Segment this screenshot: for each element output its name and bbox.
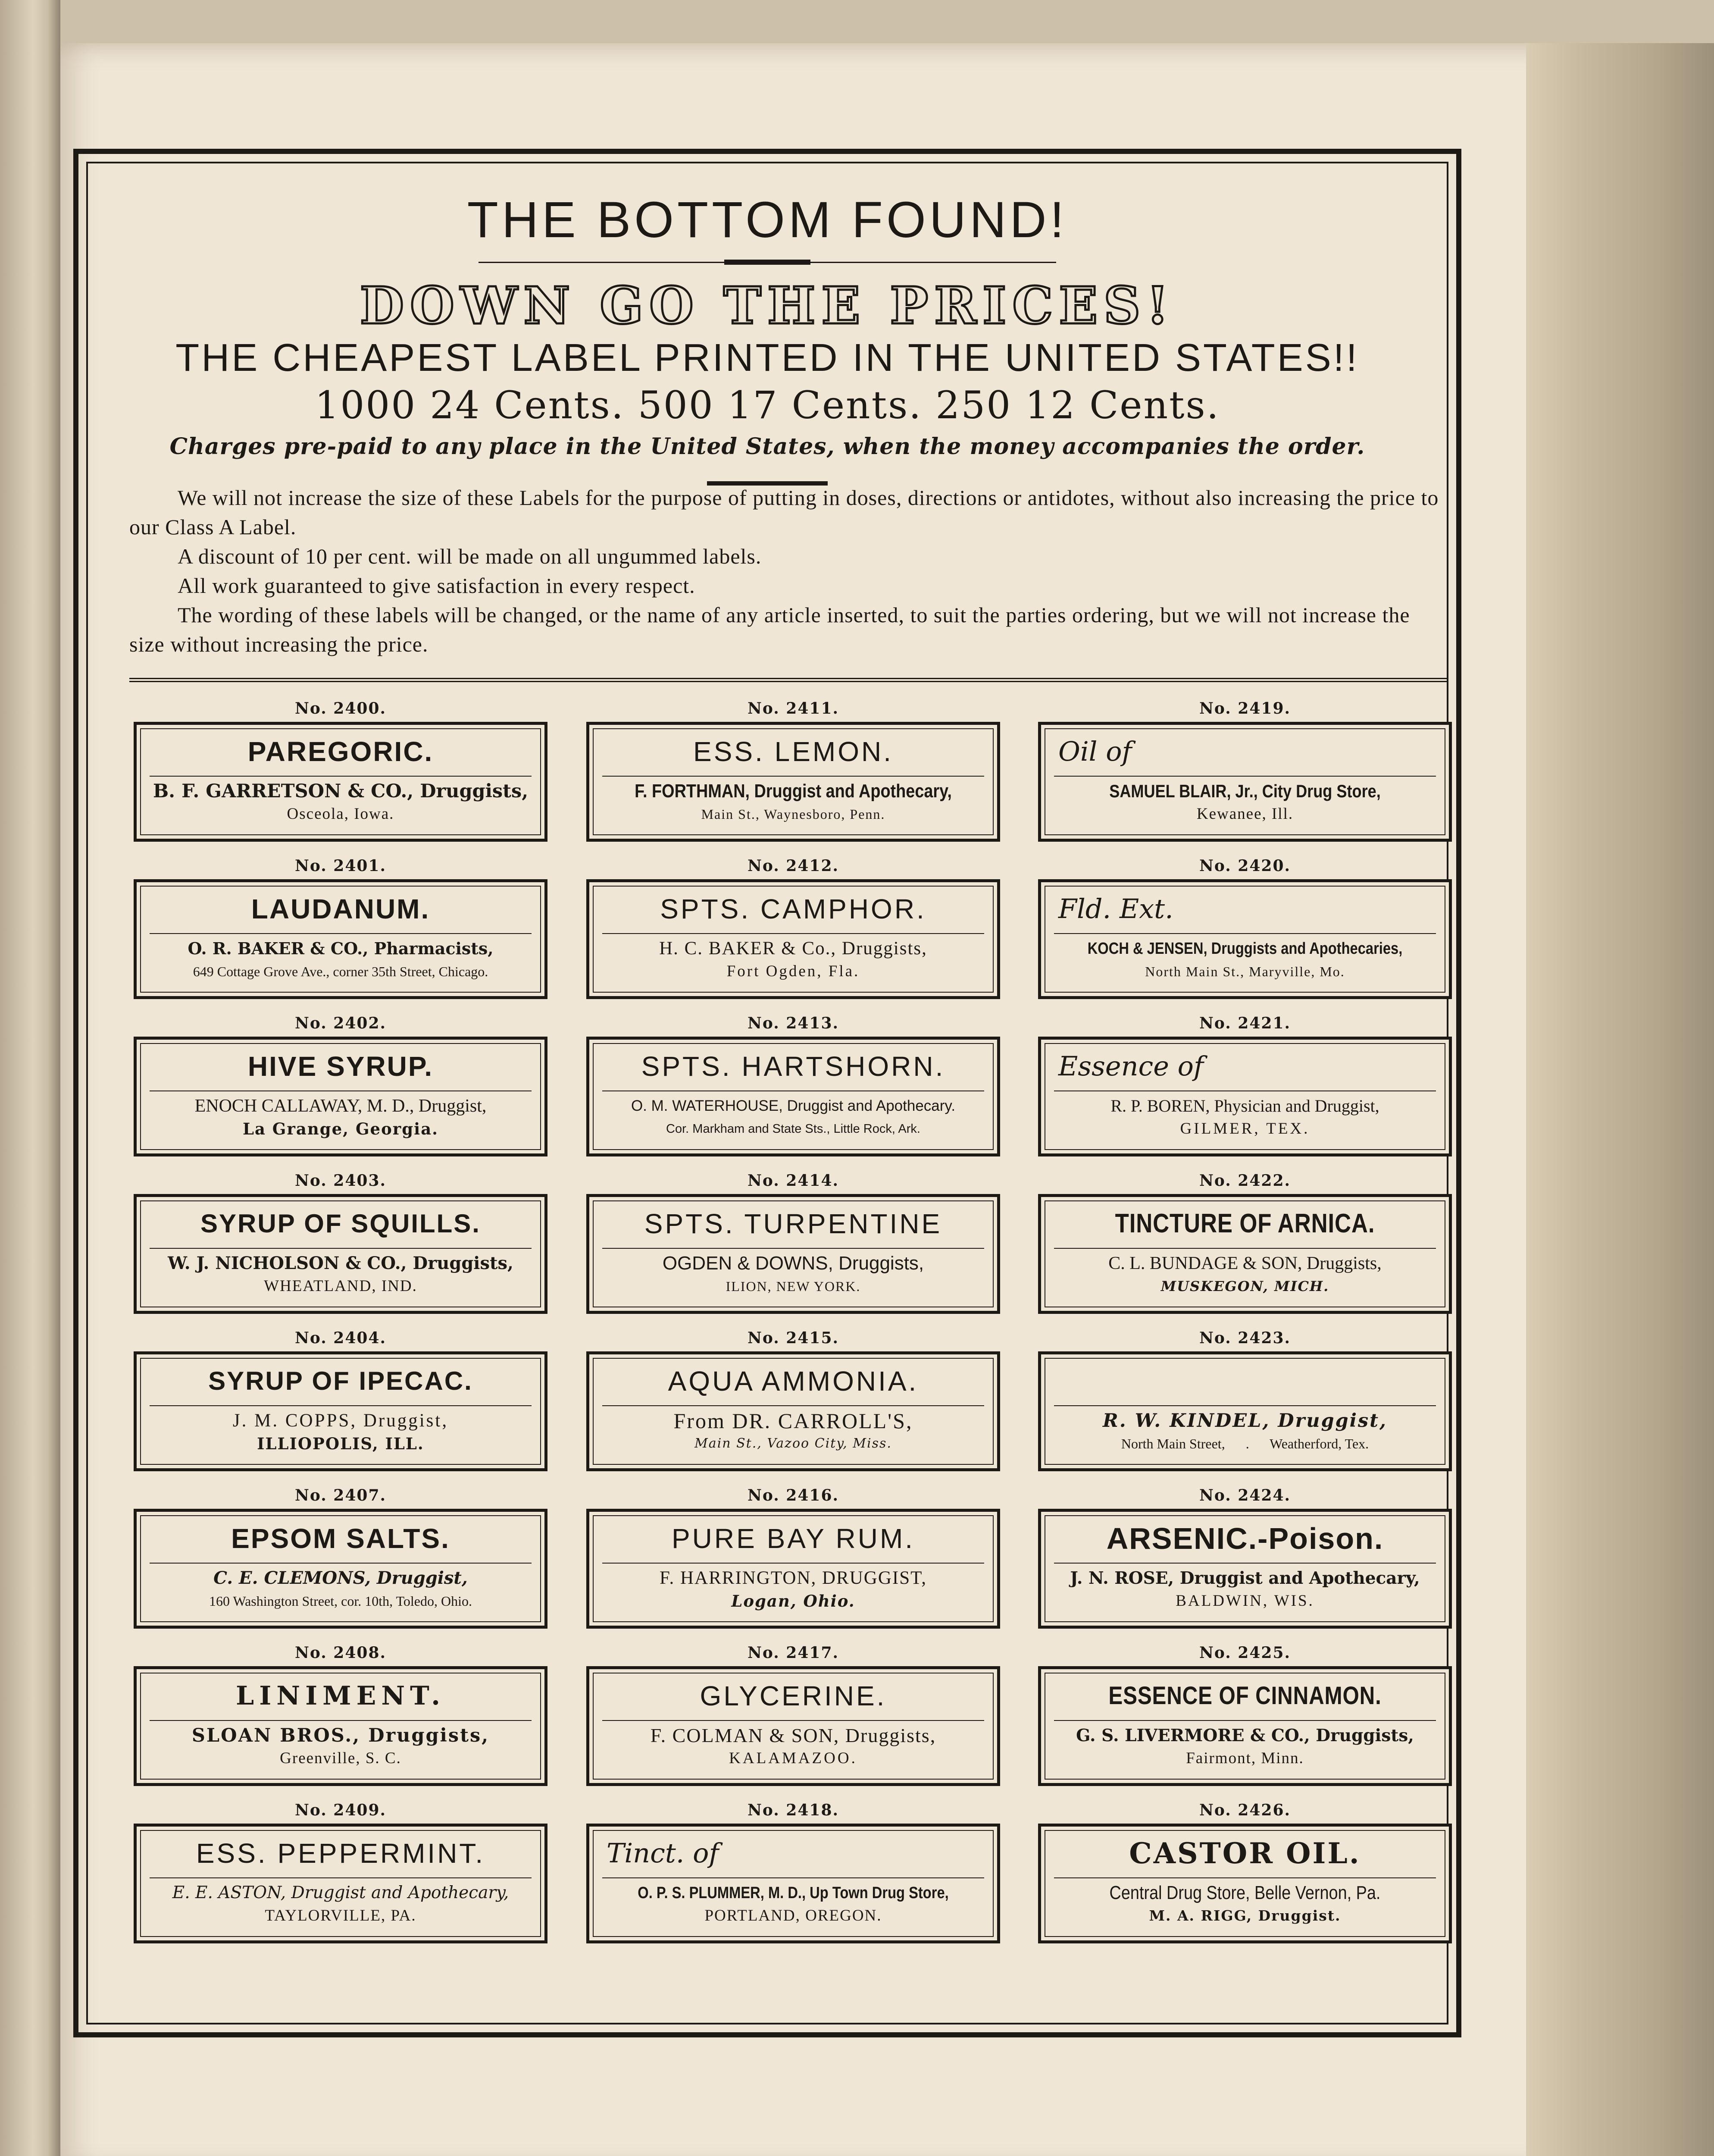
label-heading: Fld. Ext. xyxy=(1058,893,1173,924)
label-line: WHEATLAND, IND. xyxy=(264,1277,417,1295)
label-number: No. 2400. xyxy=(294,699,387,718)
label-number: No. 2418. xyxy=(747,1801,839,1819)
label-line: R. W. KINDEL, Druggist, xyxy=(1103,1410,1387,1432)
label-number: No. 2403. xyxy=(294,1172,387,1190)
label-heading: ESS. LEMON. xyxy=(693,736,893,767)
label-box xyxy=(134,1194,547,1314)
label-line: OGDEN & DOWNS, Druggists, xyxy=(662,1253,924,1274)
intro-paragraph: The wording of these labels will be changed, or the name of any article inserted, to suit the parties ordering, but we will not increase the size without increasing the price. xyxy=(129,603,1410,656)
label-line: TAYLORVILLE, PA. xyxy=(265,1907,416,1924)
label-line: Cor. Markham and State Sts., Little Rock, Ark. xyxy=(666,1122,920,1136)
label-line: 649 Cottage Grove Ave., corner 35th Street, Chicago. xyxy=(193,964,488,979)
label-box xyxy=(586,1509,1000,1629)
label-heading: Oil of xyxy=(1058,736,1132,767)
label-line: Logan, Ohio. xyxy=(731,1592,855,1611)
label-box xyxy=(586,879,1000,999)
label-2413 xyxy=(586,1014,1000,1172)
label-line: Main St., Waynesboro, Penn. xyxy=(701,806,885,822)
label-number: No. 2408. xyxy=(294,1644,387,1662)
label-2401 xyxy=(134,857,547,1014)
label-line: SLOAN BROS., Druggists, xyxy=(191,1725,490,1746)
label-heading: CASTOR OIL. xyxy=(1129,1836,1361,1870)
label-line: F. COLMAN & SON, Druggists, xyxy=(650,1724,936,1746)
label-line: La Grange, Georgia. xyxy=(242,1119,439,1138)
label-heading: PAREGORIC. xyxy=(247,736,434,767)
label-box xyxy=(586,1037,1000,1156)
label-line: Fairmont, Minn. xyxy=(1186,1749,1304,1767)
label-heading: HIVE SYRUP. xyxy=(247,1051,434,1082)
label-line: Main St., Vazoo City, Miss. xyxy=(694,1436,892,1451)
label-number: No. 2411. xyxy=(747,699,839,718)
label-2409 xyxy=(134,1801,547,1959)
label-heading: SPTS. TURPENTINE xyxy=(644,1208,942,1239)
label-heading: LAUDANUM. xyxy=(251,893,430,924)
intro-paragraph: We will not increase the size of these Labels for the purpose of putting in doses, directions or antidotes, without also increasing the price to our Class A Label. xyxy=(129,486,1439,539)
label-line: F. FORTHMAN, Druggist and Apothecary, xyxy=(635,780,952,802)
label-box xyxy=(586,1666,1000,1786)
section-divider xyxy=(129,678,1448,682)
label-heading: SYRUP OF IPECAC. xyxy=(208,1366,473,1395)
label-heading: SPTS. CAMPHOR. xyxy=(660,893,926,924)
label-line: SAMUEL BLAIR, Jr., City Drug Store, xyxy=(1109,781,1381,801)
label-number: No. 2409. xyxy=(294,1801,387,1819)
label-2425 xyxy=(1038,1644,1452,1801)
label-2416 xyxy=(586,1486,1000,1644)
header xyxy=(86,190,1448,498)
label-line: Greenville, S. C. xyxy=(280,1749,401,1767)
label-heading: ESS. PEPPERMINT. xyxy=(196,1838,485,1869)
label-line: KALAMAZOO. xyxy=(729,1749,857,1767)
label-line: BALDWIN, WIS. xyxy=(1176,1592,1314,1610)
label-number: No. 2413. xyxy=(747,1014,839,1032)
label-number: No. 2404. xyxy=(294,1329,387,1347)
label-2417 xyxy=(586,1644,1000,1801)
label-2403 xyxy=(134,1172,547,1329)
label-2407 xyxy=(134,1486,547,1644)
label-box xyxy=(1038,722,1452,842)
intro-paragraph: A discount of 10 per cent. will be made on all ungummed labels. xyxy=(178,544,762,568)
label-heading: PURE BAY RUM. xyxy=(671,1523,915,1554)
label-number: No. 2416. xyxy=(747,1486,839,1504)
label-heading: GLYCERINE. xyxy=(700,1680,887,1711)
label-2426 xyxy=(1038,1801,1452,1959)
label-number: No. 2425. xyxy=(1199,1644,1291,1662)
label-line: C. L. BUNDAGE & SON, Druggists, xyxy=(1108,1253,1382,1273)
label-2421 xyxy=(1038,1014,1452,1172)
label-number: No. 2414. xyxy=(747,1172,839,1190)
label-2420 xyxy=(1038,857,1452,1014)
label-line: F. HARRINGTON, DRUGGIST, xyxy=(660,1568,927,1588)
label-heading-blank xyxy=(1041,1360,1449,1403)
intro-text xyxy=(129,483,1448,659)
label-2412 xyxy=(586,857,1000,1014)
label-number: No. 2420. xyxy=(1199,857,1291,875)
label-number: No. 2415. xyxy=(747,1329,839,1347)
label-line: W. J. NICHOLSON & CO., Druggists, xyxy=(168,1253,513,1273)
label-line: ILLIOPOLIS, ILL. xyxy=(257,1434,424,1453)
label-number: No. 2421. xyxy=(1199,1014,1291,1032)
label-2402 xyxy=(134,1014,547,1172)
label-number: No. 2423. xyxy=(1199,1329,1291,1347)
label-2400 xyxy=(134,699,547,857)
label-box xyxy=(1038,1037,1452,1156)
label-box xyxy=(134,722,547,842)
label-heading: ARSENIC.-Poison. xyxy=(1106,1522,1384,1555)
label-box xyxy=(134,1351,547,1471)
label-box xyxy=(586,722,1000,842)
label-number: No. 2402. xyxy=(294,1014,387,1032)
label-line: ILION, NEW YORK. xyxy=(726,1279,861,1294)
price-list: 1000 24 Cents. 500 17 Cents. 250 12 Cents. xyxy=(315,383,1220,427)
label-line: North Main Street, . Weatherford, Tex. xyxy=(1121,1436,1369,1451)
label-box xyxy=(586,1194,1000,1314)
label-line: O. P. S. PLUMMER, M. D., Up Town Drug Store, xyxy=(638,1884,949,1902)
label-2418 xyxy=(586,1801,1000,1959)
label-line: G. S. LIVERMORE & CO., Druggists, xyxy=(1076,1726,1414,1745)
label-line: O. M. WATERHOUSE, Druggist and Apothecary. xyxy=(631,1097,956,1114)
label-number: No. 2407. xyxy=(294,1486,387,1504)
charges-note: Charges pre-paid to any place in the United States, when the money accompanies the order. xyxy=(169,433,1365,460)
label-number: No. 2417. xyxy=(747,1644,839,1662)
label-line: O. R. BAKER & CO., Pharmacists, xyxy=(188,939,494,958)
label-2419 xyxy=(1038,699,1452,857)
label-box xyxy=(134,879,547,999)
label-2404 xyxy=(134,1329,547,1486)
label-2414 xyxy=(586,1172,1000,1329)
label-number: No. 2424. xyxy=(1199,1486,1291,1504)
page-title: THE BOTTOM FOUND! xyxy=(467,191,1068,248)
label-box xyxy=(1038,1509,1452,1629)
label-line: E. E. ASTON, Druggist and Apothecary, xyxy=(172,1883,509,1902)
label-box xyxy=(134,1509,547,1629)
label-line: North Main St., Maryville, Mo. xyxy=(1145,964,1345,979)
label-number: No. 2426. xyxy=(1199,1801,1291,1819)
label-heading: ESSENCE OF CINNAMON. xyxy=(1108,1682,1382,1710)
intro-paragraph: All work guaranteed to give satisfaction in every respect. xyxy=(178,573,695,598)
label-heading: SPTS. HARTSHORN. xyxy=(641,1051,945,1082)
page-edge xyxy=(1526,43,1714,2156)
label-heading: TINCTURE OF ARNICA. xyxy=(1115,1209,1375,1238)
label-line: GILMER, TEX. xyxy=(1180,1120,1310,1138)
label-2422 xyxy=(1038,1172,1452,1329)
label-box xyxy=(586,1351,1000,1471)
label-line: Central Drug Store, Belle Vernon, Pa. xyxy=(1109,1882,1381,1903)
label-box xyxy=(1038,879,1452,999)
label-number: No. 2419. xyxy=(1199,699,1291,718)
label-line: H. C. BAKER & Co., Druggists, xyxy=(659,938,927,959)
label-line: R. P. BOREN, Physician and Druggist, xyxy=(1110,1096,1379,1116)
label-line: J. N. ROSE, Druggist and Apothecary, xyxy=(1070,1568,1420,1588)
label-heading: Essence of xyxy=(1058,1050,1204,1082)
label-2415 xyxy=(586,1329,1000,1486)
tagline: THE CHEAPEST LABEL PRINTED IN THE UNITED STATES!! xyxy=(175,336,1359,379)
label-heading: AQUA AMMONIA. xyxy=(668,1366,919,1397)
label-box xyxy=(1038,1194,1452,1314)
label-box xyxy=(1038,1351,1452,1471)
label-number: No. 2401. xyxy=(294,857,387,875)
label-number: No. 2412. xyxy=(747,857,839,875)
label-line: KOCH & JENSEN, Druggists and Apothecaries, xyxy=(1087,940,1403,958)
label-line: M. A. RIGG, Druggist. xyxy=(1149,1907,1341,1924)
subtitle: DOWN GO THE PRICES! xyxy=(360,276,1175,335)
label-line: 160 Washington Street, cor. 10th, Toledo, Ohio. xyxy=(209,1593,472,1609)
label-line: Osceola, Iowa. xyxy=(287,805,394,823)
label-heading: Tinct. of xyxy=(607,1837,719,1869)
label-line: MUSKEGON, MICH. xyxy=(1160,1278,1329,1294)
label-line: PORTLAND, OREGON. xyxy=(704,1907,882,1924)
label-heading: EPSOM SALTS. xyxy=(231,1523,450,1554)
ornamental-rule xyxy=(479,258,1056,266)
label-2411 xyxy=(586,699,1000,857)
label-line: Fort Ogden, Fla. xyxy=(726,962,860,980)
label-number: No. 2422. xyxy=(1199,1172,1291,1190)
label-line: J. M. COPPS, Druggist, xyxy=(232,1410,449,1431)
label-heading: SYRUP OF SQUILLS. xyxy=(200,1209,481,1238)
label-box xyxy=(134,1037,547,1156)
label-line: C. E. CLEMONS, Druggist, xyxy=(213,1568,468,1588)
label-box xyxy=(134,1666,547,1786)
label-line: ENOCH CALLAWAY, M. D., Druggist, xyxy=(194,1096,487,1116)
label-line: From DR. CARROLL'S, xyxy=(673,1409,913,1433)
label-line: B. F. GARRETSON & CO., Druggists, xyxy=(153,780,529,802)
book-gutter xyxy=(0,0,60,2156)
label-line: Kewanee, Ill. xyxy=(1196,805,1294,823)
label-box xyxy=(134,1824,547,1943)
label-box xyxy=(1038,1666,1452,1786)
label-heading: LINIMENT. xyxy=(236,1681,445,1711)
label-2423 xyxy=(1038,1329,1452,1486)
label-2408 xyxy=(134,1644,547,1801)
label-box xyxy=(586,1824,1000,1943)
label-box xyxy=(1038,1824,1452,1943)
label-2424 xyxy=(1038,1486,1452,1644)
